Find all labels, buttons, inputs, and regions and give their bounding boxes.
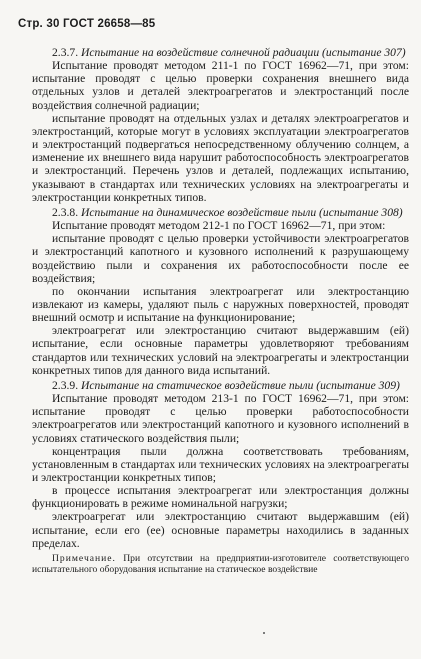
note-label: Примечание. (52, 552, 116, 564)
section-2-3-9 (32, 379, 409, 550)
paragraph: Испытание проводят методом 213-1 по ГОСТ 16962—71, при этом: испытание проводят с целью проверки работоспособности электроагрегатов или электростанций капотного и кузовного исполнений в условиях статического воздействия пыли; (32, 392, 409, 445)
paragraph: Испытание проводят методом 212-1 по ГОСТ 16962—71, при этом: (52, 219, 386, 233)
paragraph: электроагрегат или электростанцию считают выдержавшим (ей) испытание, если основные параметры удовлетворяют требованиям стандартов или технических условий на электроагрегаты и электростанции конкретных типов для данного вида испытаний. (32, 324, 409, 377)
section-title: Испытание на динамическое воздействие пыли (испытание 308) (81, 205, 403, 219)
section-heading (32, 379, 409, 392)
section-heading (32, 46, 409, 59)
section-title: Испытание на воздействие солнечной радиации (испытание 307) (81, 46, 406, 59)
footnote (32, 553, 409, 576)
section-2-3-7 (32, 46, 409, 204)
page-header: Стр. 30 ГОСТ 26658—85 (18, 18, 156, 30)
section-2-3-8 (32, 206, 409, 377)
section-number: 2.3.9. (52, 378, 79, 392)
paragraph: Испытание проводят методом 211-1 по ГОСТ 16962—71, при этом: испытание проводят с целью проверки сохранения внешнего вида отдельных узлов и деталей электроагрегатов и электростанций после воздействия солнечной радиации; (32, 59, 409, 112)
section-number: 2.3.7. (52, 46, 79, 59)
paragraph: испытание проводят с целью проверки устойчивости электроагрегатов и электростанций капотного и кузовного исполнений к разрушающему воздействию пыли и сохранения их работоспособности после ее воздействия; (32, 232, 409, 285)
document-body (32, 44, 409, 576)
speck-mark (263, 632, 265, 634)
paragraph: концентрация пыли должна соответствовать требованиям, установленным в стандартах или технических условиях на электроагрегаты и электростанции конкретных типов; (32, 444, 409, 484)
paragraph: испытание проводят на отдельных узлах и деталях электроагрегатов и электростанций, которые могут в условиях эксплуатации электроагрегатов и электростанций подвергаться непосредственному облучению солнцем, а изменение их внешнего вида нарушит работоспособность электроагрегатов и электростанций. Перечень узлов и деталей, подлежащих испытанию, указывают в стандартах или технических условиях на электроагрегаты и электростанции конкретных типов. (32, 111, 409, 204)
paragraph: электроагрегат или электростанцию считают выдержавшим (ей) испытание, если его (ее) основные параметры находились в заданных пределах. (32, 510, 409, 550)
section-heading (32, 206, 409, 219)
section-title: Испытание на статическое воздействие пыли (испытание 309) (81, 378, 400, 392)
paragraph: по окончании испытания электроагрегат или электростанцию извлекают из камеры, удаляют пыль с наружных поверхностей, проводят внешний осмотр и испытание на функционирование; (32, 284, 409, 325)
section-number: 2.3.8. (52, 205, 79, 219)
note-text: При отсутствии на предприятии-изготовителе соответствующего испытательного оборудования испытание на статическое воздействие (32, 552, 409, 576)
paragraph: в процессе испытания электроагрегат или электростанция должны функционировать в режиме номинальной нагрузки; (32, 484, 409, 511)
